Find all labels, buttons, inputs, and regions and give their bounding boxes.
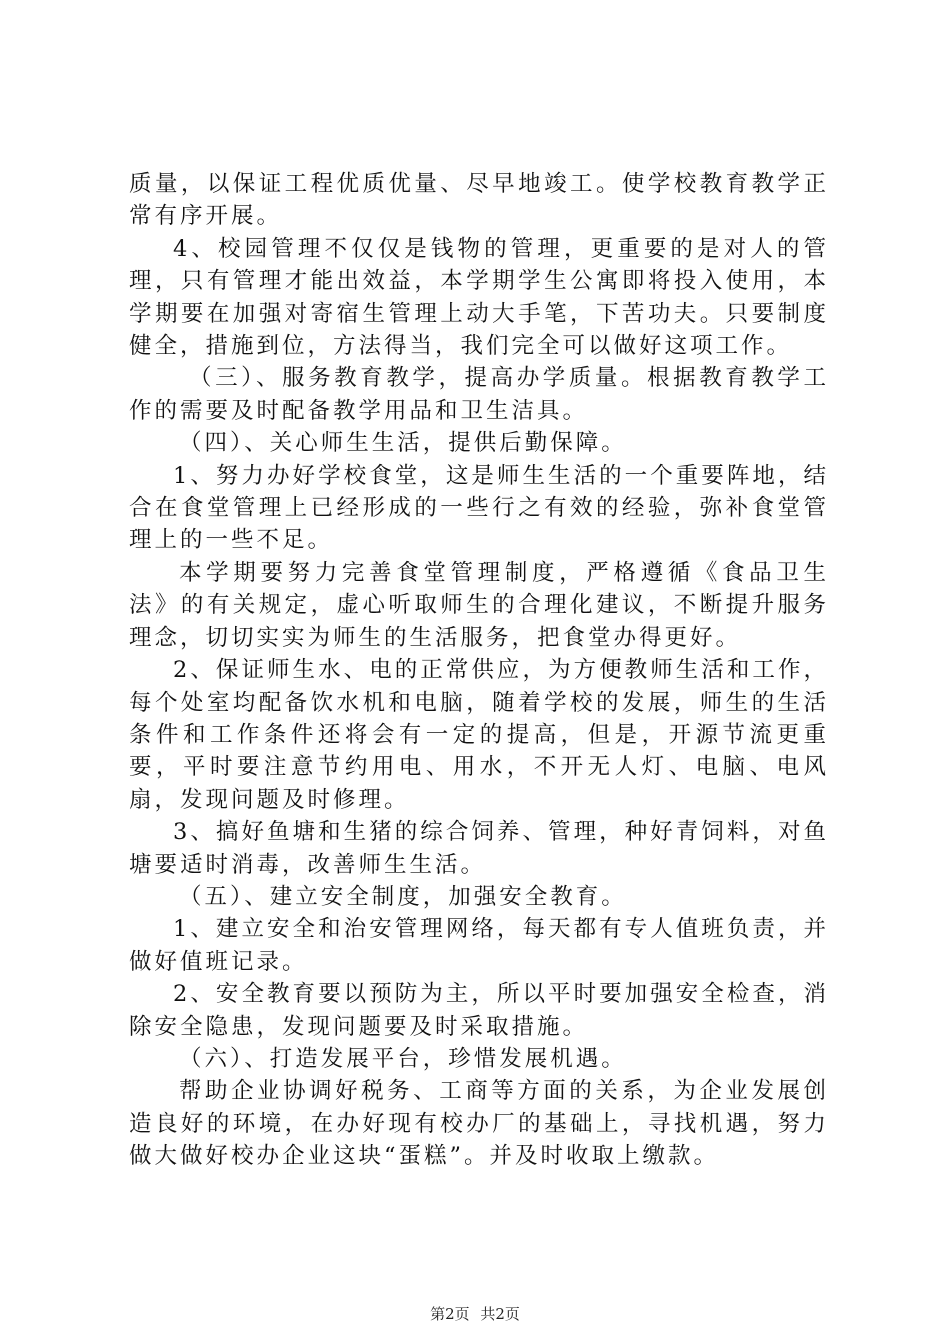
paragraph: 2、保证师生水、电的正常供应，为方便教师生活和工作，每个处室均配备饮水机和电脑，随着学校的发展，师生的生活条件和工作条件还将会有一定的提高，但是，开源节流更重要，平时要注意节约用电、用水，不开无人灯、电脑、电风扇，发现问题及时修理。 xyxy=(129,657,829,813)
paragraph: 2、安全教育要以预防为主，所以平时要加强安全检查，消除安全隐患，发现问题要及时采取措施。 xyxy=(129,981,829,1040)
paragraph: 3、搞好鱼塘和生猪的综合饲养、管理，种好青饲料，对鱼塘要适时消毒，改善师生生活。 xyxy=(129,819,829,878)
document-body xyxy=(129,168,829,1173)
paragraph: 本学期要努力完善食堂管理制度，严格遵循《食品卫生法》的有关规定，虚心听取师生的合理化建议，不断提升服务理念，切切实实为师生的生活服务，把食堂办得更好。 xyxy=(129,559,829,651)
paragraph: 质量，以保证工程优质优量、尽早地竣工。使学校教育教学正常有序开展。 xyxy=(129,171,829,230)
page-total: 共2页 xyxy=(480,1305,520,1323)
page-footer xyxy=(0,1304,950,1324)
section-heading: （六）、打造发展平台，珍惜发展机遇。 xyxy=(179,1045,627,1072)
section-heading: （五）、建立安全制度，加强安全教育。 xyxy=(179,883,627,910)
paragraph: 帮助企业协调好税务、工商等方面的关系，为企业发展创造良好的环境，在办好现有校办厂的基础上，寻找机遇，努力做大做好校办企业这块“蛋糕”。并及时收取上缴款。 xyxy=(129,1078,829,1170)
paragraph: 1、努力办好学校食堂，这是师生生活的一个重要阵地，结合在食堂管理上已经形成的一些行之有效的经验，弥补食堂管理上的一些不足。 xyxy=(129,462,829,554)
paragraph: 4、校园管理不仅仅是钱物的管理，更重要的是对人的管理，只有管理才能出效益，本学期学生公寓即将投入使用，本学期要在加强对寄宿生管理上动大手笔，下苦功夫。只要制度健全，措施到位，方法得当，我们完全可以做好这项工作。 xyxy=(129,235,829,360)
paragraph: 1、建立安全和治安管理网络，每天都有专人值班负责，并做好值班记录。 xyxy=(129,916,829,975)
section-heading: （四）、关心师生生活，提供后勤保障。 xyxy=(179,430,627,457)
page-number: 第2页 xyxy=(430,1305,470,1323)
section-heading: （三）、服务教育教学，提高办学质量。根据教育教学工作的需要及时配备教学用品和卫生洁具。 xyxy=(129,365,829,424)
